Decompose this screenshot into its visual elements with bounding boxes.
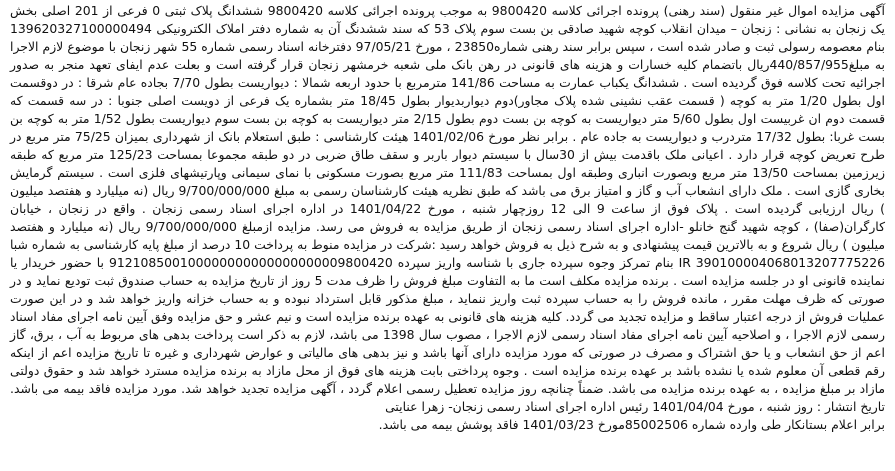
notice-body: آگهی مزایده اموال غیر منقول (سند رهنی) پرونده اجرائی کلاسه 9800420 به موجب پرونده اجرائی کلاسه 9800420 ششدانگ پلاک ثبتی 0 فرعی از 201 اصلی بخش یک زنجان به نشانی : زنجان – میدان انقلاب کوچه شهید صادقی بن بست سوم پلاک 53 که سند ششدنگ آن به شماره دفتر املاک الکترونیکی 139620327100000494 بنام معصومه رسولی ثبت و صادر شده است ، سپس برابر سند رهنی شماره23850 ، مورخ 97/05/21 دفترخانه اسناد رسمی شماره 55 شهر زنجان با موضوع لازم الاجرا به مبلغ440/857/955ریال باتضمام کلیه خسارات و هزینه های قانونی در رهن بانک ملی شعبه خرمشهر زنجان قرار گرفته است و بعلت عدم ایفای تعهد منجر به صدور اجرائیه تحت کلاسه فوق گردیده است . ششدانگ یکباب عمارت به مساحت 141/86 مترمربع با حدود اربعه شمالا : دیواریست بطول 7/70 بجاده عام شرقا : در دوقسمت اول بطول 1/20 متر به کوچه ( قسمت عقب نشینی شده پلاک مجاور)دوم دیواربدیوار بطول 18/45 متر بشماره یک فرعی از دویست اصلی جنوبا : در سه قسمت که قسمت دوم ان غربیست اول بطول 5/60 متر دیواریست به کوچه بن بست دوم بطول 2/15 متر دیواریست به کوچه بن بست سوم دیواریست بطول 1/52 متر به کوچه بن بست غربا: بطول 17/32 متردرب و دیواریست به جاده عام . برابر نظر مورخ 1401/02/06 هیئت کارشناسی : طبق استعلام بانک از شهرداری بمیزان 75/25 متر مربع در طرح تعریض کوچه قرار دارد . اعیانی ملک باقدمت بیش از 30سال با سیستم دیوار باربر و سقف طاق ضربی در دو طبقه مجموعا بمساحت 125/23 متر مربع که طبقه زیرزمین بمساحت 13/50 متر مربع وبصورت انباری وطبقه اول بمساحت 111/83 متر مربع بصورت مسکونی با نمای سیمانی وپارتیشهای فلزی است . سیستم گرمایش بخاری گازی است . ملک دارای انشعاب آب و گاز و امتیاز برق می باشد که طبق نظریه هیئت کارشناسان رسمی به مبلغ 9/700/000/000 ریال (نه میلیارد و هفتصد میلیون ) ریال ارزیابی گردیده است . پلاک فوق از ساعت 9 الی 12 روزچهار شنبه ، مورخ 1401/04/22 در اداره اجرای اسناد رسمی زنجان . واقع در زنجان ، خیابان کارگران(صفا) ، کوچه شهید گنج خانلو -اداره اجرای اسناد رسمی زنجان از طریق مزایده به فروش می رسد. مزایده ازمبلغ 9/700/000/000 ریال (نه میلیارد و هفتصد میلیون ) ریال شروع و به بالاترین قیمت پیشنهادی و به شرح ذیل به فروش خواهد رسید :شرکت در مزایده منوط به پرداخت 10 درصد از مبلغ پایه کارشناسی به شماره شبا IR 390100004068013207775226 بنام تمرکز وجوه سپرده جاری با شناسه واریز سپرده 912108500100000000000000000009800420 با حضور خریدار یا نماینده قانونی او در جلسه مزایده است . برنده مزایده مکلف است ما به التفاوت مبلغ فروش را ظرف مدت 5 روز از تاریخ مزایده به حساب صندوق ثبت تودیع نماید و در صورتی که ظرف مهلت مقرر ، مانده فروش را به حساب سپرده ثبت واریز ننماید ، مبلغ مذکور قابل استرداد نبوده و به حساب خزانه واریز خواهد شد و در این صورت عملیات فروش از درجه اعتبار ساقط و مزایده تجدید می گردد. کلیه هزینه های قانونی به عهده برنده مزایده است و نیم عشر و حق مزایده وفق آیین نامه اجرای مفاد اسناد رسمی لازم الاجرا ، و اصلاحیه آیین نامه اجرای مفاد اسناد رسمی لازم الاجرا ، مصوب سال 1398 می باشد، لازم به ذکر است پرداخت بدهی های مربوط به آب ، برق، گاز اعم از حق انشعاب و یا حق اشتراک و مصرف در صورتی که مورد مزایده دارای آنها باشد و نیز بدهی های مالیاتی و عوارض شهرداری و غیره تا تاریخ مزایده اعم از اینکه رقم قطعی آن معلوم شده یا نشده باشد بر عهده برنده مزایده است . وجوه پرداختی بابت هزینه های فوق از محل مازاد به برنده مزایده مسترد خواهد شد و حقوق دولتی مازاد بر مبلغ مزایده ، به عهده برنده مزایده می باشد. ضمناً چنانچه روز مزایده تعطیل رسمی اعلام گردد ، آگهی مزایده تجدید خواهد شد. مورد مزایده فاقد بیمه می باشد. تاریخ انتشار : روز شنبه ، مورخ 1401/04/04 رئیس اداره اجرای اسناد رسمی زنجان- زهرا عنایتی xyxy=(10,3,886,415)
notice-footer: برابر اعلام بستانکار طی وارده شماره 85002506مورخ 1401/03/23 فاقد پوشش بیمه می باشد. xyxy=(378,417,885,433)
